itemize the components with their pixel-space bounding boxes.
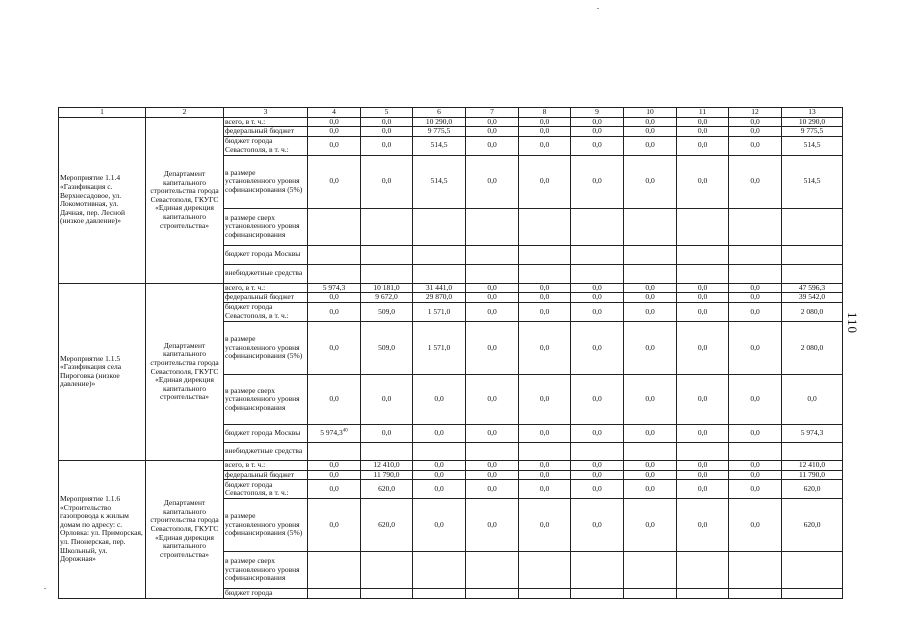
value-cell: 0,0 bbox=[729, 136, 782, 155]
value-cell: 0,0 bbox=[466, 136, 519, 155]
value-cell: 514,5 bbox=[782, 155, 843, 208]
value-cell: 9 672,0 bbox=[361, 293, 413, 303]
value-cell: 509,0 bbox=[361, 321, 413, 374]
value-cell: 0,0 bbox=[624, 283, 677, 293]
department-cell: Департамент капитального строительства города Севастополя, ГКУГС «Единая дирекция капитального строительства» bbox=[146, 460, 224, 598]
funding-source-cell: федеральный бюджет bbox=[224, 293, 308, 303]
value-cell bbox=[519, 442, 571, 460]
value-cell bbox=[361, 264, 413, 283]
value-cell bbox=[729, 552, 782, 589]
value-cell: 0,0 bbox=[624, 117, 677, 127]
value-cell: 0,0 bbox=[308, 155, 361, 208]
value-cell: 0,0 bbox=[519, 283, 571, 293]
value-cell bbox=[571, 552, 624, 589]
budget-table bbox=[58, 107, 843, 599]
value-cell bbox=[782, 245, 843, 264]
value-cell: 0,0 bbox=[677, 155, 729, 208]
value-cell: 0,0 bbox=[624, 374, 677, 424]
value-cell: 0,0 bbox=[677, 293, 729, 303]
funding-source-cell: федеральный бюджет bbox=[224, 470, 308, 480]
scan-speck bbox=[44, 588, 46, 589]
value-cell: 0,0 bbox=[361, 127, 413, 137]
value-cell: 9 775,5 bbox=[413, 127, 466, 137]
value-cell: 0,0 bbox=[729, 293, 782, 303]
value-cell: 0,0 bbox=[308, 302, 361, 321]
value-cell: 0,0 bbox=[361, 424, 413, 442]
value-cell bbox=[466, 245, 519, 264]
value-cell: 514,5 bbox=[413, 155, 466, 208]
value-cell: 0,0 bbox=[466, 480, 519, 499]
value-cell: 620,0 bbox=[361, 480, 413, 499]
value-cell bbox=[308, 442, 361, 460]
value-cell: 0,0 bbox=[571, 302, 624, 321]
value-cell: 1 571,0 bbox=[413, 321, 466, 374]
value-cell: 0,0 bbox=[466, 470, 519, 480]
value-cell: 0,0 bbox=[624, 460, 677, 470]
value-cell: 0,0 bbox=[571, 460, 624, 470]
value-cell: 0,0 bbox=[308, 127, 361, 137]
value-cell: 0,0 bbox=[466, 155, 519, 208]
header-cell: 13 bbox=[782, 108, 843, 118]
value-cell: 0,0 bbox=[413, 424, 466, 442]
value-cell bbox=[361, 245, 413, 264]
value-cell bbox=[677, 552, 729, 589]
value-cell: 0,0 bbox=[308, 136, 361, 155]
funding-source-cell: внебюджетные средства bbox=[224, 442, 308, 460]
event-cell: Мероприятие 1.1.6 «Строительство газопровода к жилым домам по адресу: с. Орловка: ул. Приморская, ул. Пионерская, пер. Школьный, ул. Дорожная» bbox=[59, 460, 146, 598]
value-cell: 0,0 bbox=[729, 460, 782, 470]
value-cell: 47 596,3 bbox=[782, 283, 843, 293]
event-cell: Мероприятие 1.1.4 «Газификация с. Верхнесадовое, ул. Локомотивная, ул. Дачная, пер. Лесной (низкое давление)» bbox=[59, 117, 146, 283]
value-cell bbox=[624, 208, 677, 245]
value-cell bbox=[413, 208, 466, 245]
value-cell: 0,0 bbox=[729, 499, 782, 552]
funding-source-cell: бюджет города Москвы bbox=[224, 424, 308, 442]
value-cell: 0,0 bbox=[466, 302, 519, 321]
value-cell: 0,0 bbox=[729, 302, 782, 321]
value-cell: 0,0 bbox=[571, 374, 624, 424]
header-cell: 12 bbox=[729, 108, 782, 118]
value-cell: 39 542,0 bbox=[782, 293, 843, 303]
value-cell bbox=[677, 442, 729, 460]
value-cell bbox=[677, 589, 729, 599]
value-cell bbox=[466, 264, 519, 283]
value-cell: 0,0 bbox=[677, 321, 729, 374]
value-cell: 0,0 bbox=[677, 460, 729, 470]
value-cell: 0,0 bbox=[466, 424, 519, 442]
value-cell: 620,0 bbox=[782, 499, 843, 552]
value-cell: 0,0 bbox=[729, 374, 782, 424]
page-number: 110 bbox=[845, 312, 860, 335]
value-cell: 0,0 bbox=[624, 293, 677, 303]
value-cell: 514,5 bbox=[413, 136, 466, 155]
funding-source-cell: в размере сверх установленного уровня софинансирования bbox=[224, 208, 308, 245]
value-cell: 509,0 bbox=[361, 302, 413, 321]
value-cell: 0,0 bbox=[519, 127, 571, 137]
value-cell bbox=[466, 208, 519, 245]
value-cell: 0,0 bbox=[361, 155, 413, 208]
value-cell bbox=[519, 552, 571, 589]
value-cell: 0,0 bbox=[677, 283, 729, 293]
value-cell bbox=[308, 264, 361, 283]
funding-source-cell: бюджет города bbox=[224, 589, 308, 599]
value-cell: 0,0 bbox=[308, 499, 361, 552]
value-cell: 0,0 bbox=[624, 424, 677, 442]
value-cell: 0,0 bbox=[308, 117, 361, 127]
event-cell: Мероприятие 1.1.5 «Газификация села Пироговка (низкое давление)» bbox=[59, 283, 146, 460]
value-cell bbox=[413, 245, 466, 264]
value-cell: 0,0 bbox=[571, 470, 624, 480]
value-cell: 0,0 bbox=[413, 480, 466, 499]
value-cell: 0,0 bbox=[571, 155, 624, 208]
value-cell: 0,0 bbox=[466, 460, 519, 470]
value-cell bbox=[308, 208, 361, 245]
value-cell bbox=[308, 552, 361, 589]
header-row bbox=[59, 108, 843, 118]
value-cell: 0,0 bbox=[677, 127, 729, 137]
funding-source-cell: бюджет города Москвы bbox=[224, 245, 308, 264]
value-cell bbox=[519, 264, 571, 283]
value-cell: 0,0 bbox=[677, 424, 729, 442]
value-cell bbox=[519, 208, 571, 245]
header-cell: 7 bbox=[466, 108, 519, 118]
value-cell: 0,0 bbox=[571, 480, 624, 499]
table-row bbox=[59, 283, 843, 293]
value-cell: 0,0 bbox=[466, 321, 519, 374]
value-cell bbox=[782, 589, 843, 599]
value-cell: 0,0 bbox=[466, 374, 519, 424]
value-cell bbox=[729, 442, 782, 460]
header-cell: 4 bbox=[308, 108, 361, 118]
value-cell: 0,0 bbox=[624, 127, 677, 137]
scan-speck bbox=[597, 8, 599, 9]
value-cell: 0,0 bbox=[729, 117, 782, 127]
value-cell bbox=[571, 264, 624, 283]
value-cell: 0,0 bbox=[677, 302, 729, 321]
value-cell: 0,0 bbox=[624, 321, 677, 374]
value-cell bbox=[624, 552, 677, 589]
funding-source-cell: всего, в т. ч.: bbox=[224, 283, 308, 293]
funding-source-cell: бюджет города Севастополя, в т. ч.: bbox=[224, 302, 308, 321]
funding-source-cell: в размере сверх установленного уровня софинансирования bbox=[224, 374, 308, 424]
value-cell bbox=[782, 442, 843, 460]
value-cell bbox=[677, 245, 729, 264]
value-cell bbox=[519, 589, 571, 599]
value-cell bbox=[677, 208, 729, 245]
header-cell: 11 bbox=[677, 108, 729, 118]
value-cell: 0,0 bbox=[519, 499, 571, 552]
value-cell: 0,0 bbox=[413, 460, 466, 470]
value-cell bbox=[624, 264, 677, 283]
value-cell: 0,0 bbox=[519, 136, 571, 155]
funding-source-cell: в размере сверх установленного уровня софинансирования bbox=[224, 552, 308, 589]
header-cell: 5 bbox=[361, 108, 413, 118]
value-cell bbox=[782, 552, 843, 589]
value-cell: 12 410,0 bbox=[361, 460, 413, 470]
value-cell: 0,0 bbox=[571, 117, 624, 127]
header-cell: 10 bbox=[624, 108, 677, 118]
header-cell: 3 bbox=[224, 108, 308, 118]
value-cell: 0,0 bbox=[571, 499, 624, 552]
value-cell bbox=[729, 245, 782, 264]
value-cell: 0,0 bbox=[413, 499, 466, 552]
value-cell: 0,0 bbox=[729, 424, 782, 442]
value-cell: 0,0 bbox=[361, 374, 413, 424]
value-cell: 0,0 bbox=[519, 117, 571, 127]
value-cell: 0,0 bbox=[361, 136, 413, 155]
value-cell bbox=[308, 245, 361, 264]
value-cell: 0,0 bbox=[361, 117, 413, 127]
value-cell: 0,0 bbox=[624, 136, 677, 155]
value-cell: 0,0 bbox=[308, 321, 361, 374]
value-cell bbox=[729, 589, 782, 599]
value-cell: 0,0 bbox=[624, 470, 677, 480]
value-cell: 31 441,0 bbox=[413, 283, 466, 293]
funding-source-cell: бюджет города Севастополя, в т. ч.: bbox=[224, 480, 308, 499]
department-cell: Департамент капитального строительства города Севастополя, ГКУГС «Единая дирекция капитального строительства» bbox=[146, 117, 224, 283]
header-cell: 1 bbox=[59, 108, 146, 118]
header-cell: 2 bbox=[146, 108, 224, 118]
value-cell bbox=[466, 589, 519, 599]
value-cell: 0,0 bbox=[624, 155, 677, 208]
funding-source-cell: внебюджетные средства bbox=[224, 264, 308, 283]
value-cell: 0,0 bbox=[519, 480, 571, 499]
value-cell: 0,0 bbox=[308, 374, 361, 424]
value-cell: 0,0 bbox=[466, 127, 519, 137]
value-cell: 0,0 bbox=[519, 302, 571, 321]
value-cell bbox=[308, 424, 361, 442]
value-cell: 2 080,0 bbox=[782, 302, 843, 321]
value-cell: 0,0 bbox=[308, 470, 361, 480]
value-cell: 0,0 bbox=[677, 470, 729, 480]
value-cell: 0,0 bbox=[729, 480, 782, 499]
value-cell: 0,0 bbox=[729, 321, 782, 374]
value-cell bbox=[677, 264, 729, 283]
value-cell: 9 775,5 bbox=[782, 127, 843, 137]
header-cell: 8 bbox=[519, 108, 571, 118]
value-cell bbox=[413, 589, 466, 599]
value-cell: 0,0 bbox=[729, 155, 782, 208]
value-cell: 0,0 bbox=[571, 293, 624, 303]
funding-source-cell: всего, в т. ч.: bbox=[224, 460, 308, 470]
value-cell: 0,0 bbox=[413, 470, 466, 480]
value-cell: 0,0 bbox=[571, 127, 624, 137]
value-cell: 0,0 bbox=[677, 480, 729, 499]
table-row bbox=[59, 460, 843, 470]
value-cell bbox=[571, 208, 624, 245]
value-cell: 0,0 bbox=[519, 424, 571, 442]
value-cell: 5 974,3 bbox=[308, 283, 361, 293]
value-cell: 10 290,0 bbox=[413, 117, 466, 127]
value-cell bbox=[361, 552, 413, 589]
value-cell bbox=[571, 442, 624, 460]
value-cell bbox=[624, 442, 677, 460]
value-cell: 0,0 bbox=[729, 283, 782, 293]
header-cell: 6 bbox=[413, 108, 466, 118]
value-cell: 0,0 bbox=[519, 155, 571, 208]
value-cell: 620,0 bbox=[361, 499, 413, 552]
value-cell: 514,5 bbox=[782, 136, 843, 155]
value-cell: 10 181,0 bbox=[361, 283, 413, 293]
footnote-mark: 40 bbox=[342, 428, 348, 434]
value-cell bbox=[782, 264, 843, 283]
value-cell: 2 080,0 bbox=[782, 321, 843, 374]
funding-source-cell: в размере установленного уровня софинансирования (5%) bbox=[224, 499, 308, 552]
funding-source-cell: в размере установленного уровня софинансирования (5%) bbox=[224, 155, 308, 208]
value-cell bbox=[466, 552, 519, 589]
value-cell: 0,0 bbox=[413, 374, 466, 424]
value-cell bbox=[729, 264, 782, 283]
value-cell: 0,0 bbox=[466, 293, 519, 303]
value-cell bbox=[519, 245, 571, 264]
value-cell: 29 870,0 bbox=[413, 293, 466, 303]
value-cell: 0,0 bbox=[571, 283, 624, 293]
value-cell bbox=[361, 589, 413, 599]
value-cell: 0,0 bbox=[466, 117, 519, 127]
value-cell: 0,0 bbox=[519, 470, 571, 480]
value-cell: 0,0 bbox=[466, 283, 519, 293]
value-cell bbox=[308, 589, 361, 599]
value-cell: 0,0 bbox=[624, 499, 677, 552]
value-cell bbox=[571, 245, 624, 264]
value-cell: 0,0 bbox=[571, 424, 624, 442]
header-cell: 9 bbox=[571, 108, 624, 118]
value-cell: 0,0 bbox=[782, 374, 843, 424]
value-cell bbox=[624, 589, 677, 599]
value-cell: 10 290,0 bbox=[782, 117, 843, 127]
value-cell: 0,0 bbox=[624, 302, 677, 321]
value-text: 5 974,3 bbox=[320, 428, 343, 438]
funding-source-cell: в размере установленного уровня софинансирования (5%) bbox=[224, 321, 308, 374]
value-cell: 0,0 bbox=[308, 480, 361, 499]
value-cell bbox=[782, 208, 843, 245]
value-cell bbox=[413, 552, 466, 589]
value-cell: 0,0 bbox=[677, 136, 729, 155]
value-cell bbox=[571, 589, 624, 599]
department-cell: Департамент капитального строительства города Севастополя, ГКУГС «Единая дирекция капитального строительства» bbox=[146, 283, 224, 460]
value-cell: 0,0 bbox=[519, 293, 571, 303]
value-cell bbox=[361, 208, 413, 245]
value-cell: 0,0 bbox=[677, 499, 729, 552]
value-cell: 0,0 bbox=[519, 321, 571, 374]
value-cell: 0,0 bbox=[466, 499, 519, 552]
value-cell bbox=[361, 442, 413, 460]
funding-source-cell: федеральный бюджет bbox=[224, 127, 308, 137]
value-cell: 12 410,0 bbox=[782, 460, 843, 470]
funding-source-cell: всего, в т. ч.: bbox=[224, 117, 308, 127]
value-cell: 0,0 bbox=[729, 127, 782, 137]
value-cell: 0,0 bbox=[519, 460, 571, 470]
value-cell: 0,0 bbox=[571, 321, 624, 374]
value-cell: 0,0 bbox=[677, 374, 729, 424]
value-cell: 0,0 bbox=[624, 480, 677, 499]
value-cell bbox=[624, 245, 677, 264]
value-cell: 0,0 bbox=[519, 374, 571, 424]
value-cell: 0,0 bbox=[308, 460, 361, 470]
table-row bbox=[59, 117, 843, 127]
value-cell bbox=[413, 264, 466, 283]
value-cell: 620,0 bbox=[782, 480, 843, 499]
value-cell bbox=[413, 442, 466, 460]
value-cell bbox=[466, 442, 519, 460]
value-cell: 0,0 bbox=[571, 136, 624, 155]
value-cell: 5 974,3 bbox=[782, 424, 843, 442]
value-cell: 0,0 bbox=[308, 293, 361, 303]
value-cell: 1 571,0 bbox=[413, 302, 466, 321]
value-cell: 0,0 bbox=[677, 117, 729, 127]
value-cell: 11 790,0 bbox=[782, 470, 843, 480]
funding-source-cell: бюджет города Севастополя, в т. ч.: bbox=[224, 136, 308, 155]
value-cell bbox=[729, 208, 782, 245]
value-cell: 0,0 bbox=[729, 470, 782, 480]
value-cell: 11 790,0 bbox=[361, 470, 413, 480]
